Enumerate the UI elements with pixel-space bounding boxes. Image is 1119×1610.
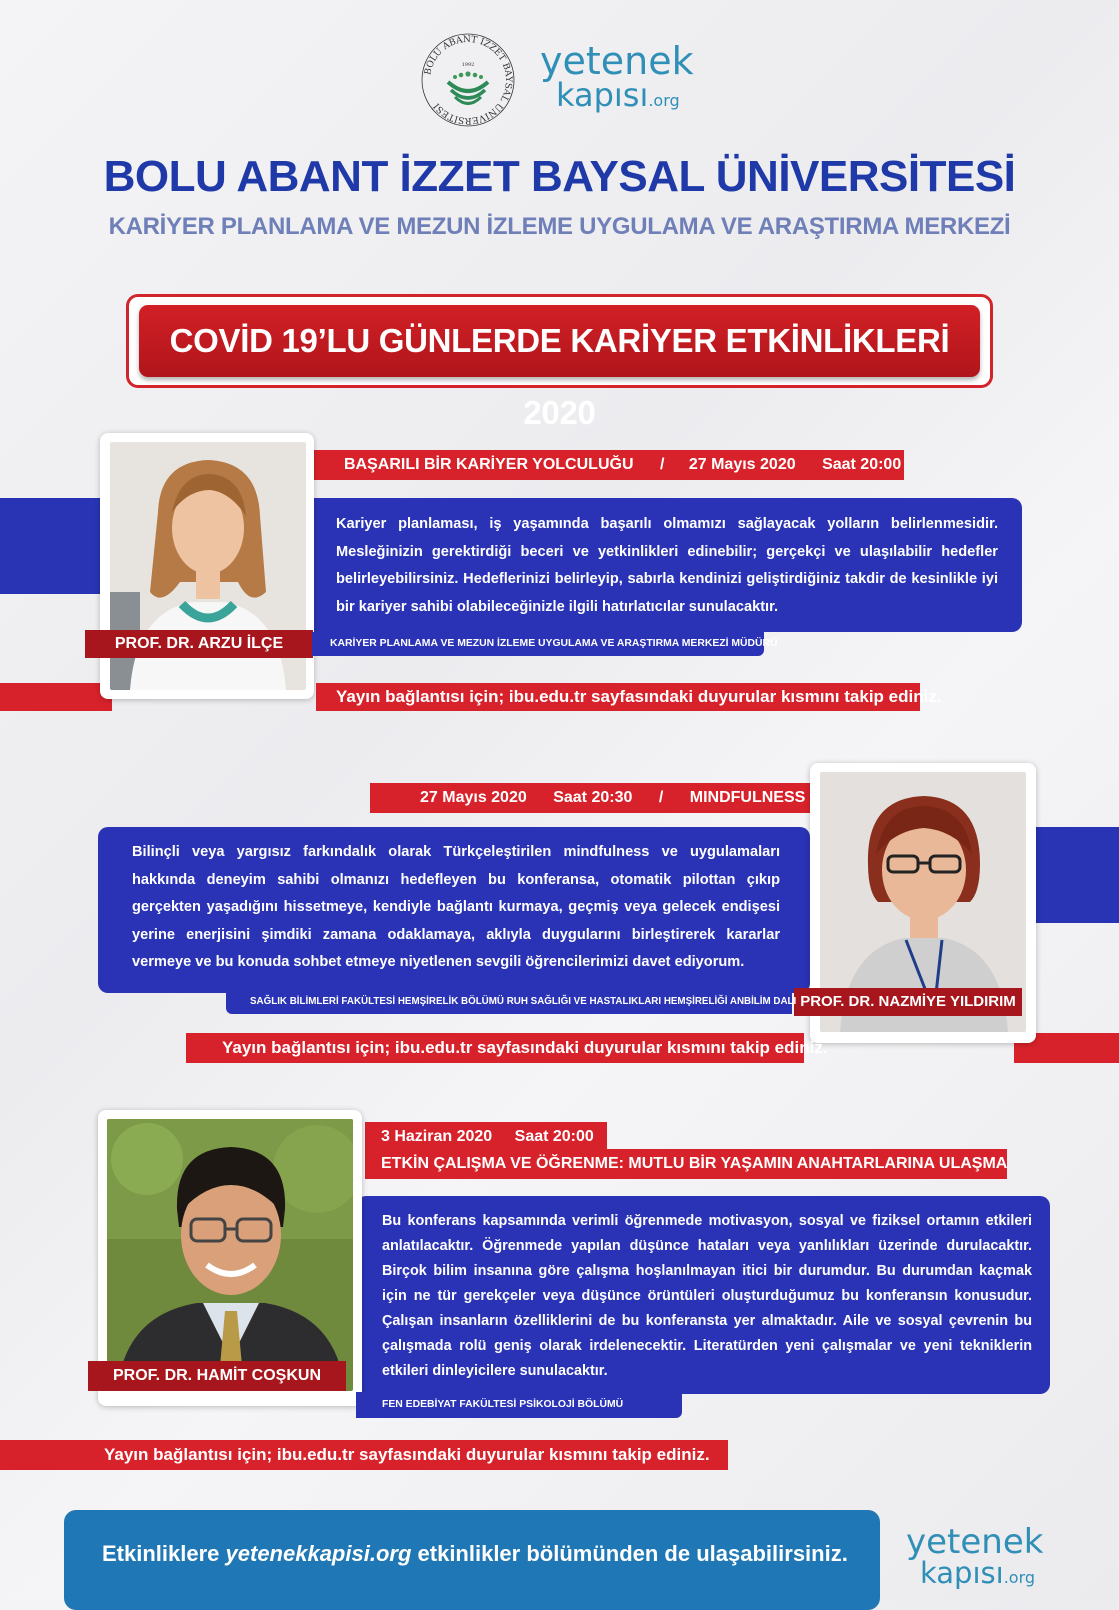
footer-yetenek-kapisi-logo[interactable] [906,1522,1044,1592]
event2-topic: MINDFULNESS [689,789,806,806]
event2-date: 27 Mayıs 2020 [420,789,527,806]
event2-time: Saat 20:30 [553,789,633,806]
seal-year: 1992 [461,62,475,68]
banner-title: COVİD 19’LU GÜNLERDE KARİYER ETKİNLİKLERİ 2020 [139,305,980,377]
event3-time: Saat 20:00 [514,1128,594,1145]
event1-left-red-stripe [0,683,112,711]
university-seal-icon [418,30,518,130]
event3-date: 3 Haziran 2020 [381,1128,493,1145]
event1-link-info: Yayın bağlantısı için; ibu.edu.tr sayfasındaki duyurular kısmını takip ediniz. [316,683,920,711]
logo-suffix: .org [648,91,680,110]
event1-description: Kariyer planlaması, iş yaşamında başarılı olmamızı sağlayacak yolların belirlenmesidir. Mesleğinizin gerektirdiği beceri ve yetkinlikleri edinebilir; gerçekçi ve ulaşılabilir hedefler belirleyebilirsiniz. Hedeflerinizi belirleyip, sabırla kendinizi geliştirdiğiniz takdir de kesinlikle iyi bir kariyer sahibi olabileceğinizle ilgili hatırlatıcılar sunulacaktır. [300,498,1022,632]
center-subtitle: KARİYER PLANLAMA VE MEZUN İZLEME UYGULAMA VE ARAŞTIRMA MERKEZİ [108,213,1011,240]
event1-date: 27 Mayıs 2020 [688,456,796,473]
event3-date-bar [365,1122,607,1152]
event1-separator: / [659,456,665,473]
footer-logo-word-kapisi: kapısı [920,1556,1004,1590]
event3-topic: ETKİN ÇALIŞMA VE ÖĞRENME: MUTLU BİR YAŞAMIN ANAHTARLARINA ULAŞMA [381,1155,1008,1172]
logo-word-kapisi: kapısı [556,76,649,114]
event1-department: KARİYER PLANLAMA VE MEZUN İZLEME UYGULAMA VE ARAŞTIRMA MERKEZİ MÜDÜRÜ [312,632,764,656]
footer-text [102,1541,848,1567]
event2-link-info: Yayın bağlantısı için; ibu.edu.tr sayfasındaki duyurular kısmını takip ediniz. [186,1033,804,1063]
event3-speaker-name: PROF. DR. HAMİT COŞKUN [88,1361,346,1391]
event3-speaker-photo [107,1119,353,1391]
event3-description: Bu konferans kapsamında verimli öğrenmede motivasyon, sosyal ve fiziksel ortamın etkileri anlatılacaktır. Öğrenmede yapılan düşünce hataları veya yanlılıkları üzerinde durulacaktır. Birçok bilim insanına göre çalışma hoşlanılmayan itici bir durumdur. Bu durumdan kaçmak için ne tür gerekçeler veya düşünce örüntüleri oluşturduğumuz bu konferansın konusudur. Çalışan insanların özelliklerini de bu konferansta yer almaktadır. Aile ve sosyal çevrenin bu çalışmada rolü geniş olarak irdelenecektir. Literatürden yeni çalışmalar ve yeni tekniklerin etkileri dinleyicilere sunulacaktır. [356,1196,1050,1394]
event3-link-info: Yayın bağlantısı için; ibu.edu.tr sayfasındaki duyurular kısmını takip ediniz. [0,1440,728,1470]
event3-department: FEN EDEBİYAT FAKÜLTESİ PSİKOLOJİ BÖLÜMÜ [356,1392,682,1418]
event1-speaker-name: PROF. DR. ARZU İLÇE [85,630,313,658]
logo-word-yetenek: yetenek [540,39,694,83]
event1-header-bar [312,450,904,480]
event2-department: SAĞLIK BİLİMLERİ FAKÜLTESİ HEMŞİRELİK BÖLÜMÜ RUH SAĞLIĞI VE HASTALIKLARI HEMŞİRELİĞİ ANBİLİM DALI [226,990,792,1014]
event2-description: Bilinçli veya yargısız farkındalık olarak Türkçeleştirilen mindfulness ve uygulamaları hakkında deneyim sahibi olmanızı hedefleyen bu konferansa, otomatik pilottan çıkıp gerçekten yaşadığını hissetmeye, kendiyle bağlantı kurmaya, geçmiş veya gelecek endişesi yerine enerjisini şimdiki zamana odaklamaya, aklıyla duygularını birleştirerek kararlar vermeye ve bu konuda sohbet etmeye niyetlenen sevgili öğrencilerimizi davet ediyorum. [98,827,810,993]
event1-left-blue-stripe [0,498,110,594]
event2-speaker-name: PROF. DR. NAZMİYE YILDIRIM [794,988,1022,1016]
university-title: BOLU ABANT İZZET BAYSAL ÜNİVERSİTESİ [103,152,1016,201]
yetenek-kapisi-logo[interactable] [540,39,694,116]
event2-header-bar [370,783,810,813]
event3-topic-bar [365,1149,1007,1179]
seal-ring-text: BOLU ABANT İZZET BAYSAL ÜNİVERSİTESİ [423,34,514,126]
svg-text:BOLU ABANT İZZET BAYSAL ÜNİVER [423,35,513,126]
event1-time: Saat 20:00 [822,456,902,473]
footer-logo-word-yetenek: yetenek [906,1522,1044,1562]
footer-text-after: etkinlikler bölümünden de ulaşabilirsiniz. [417,1541,848,1566]
footer-logo-suffix: .org [1003,1568,1036,1587]
footer-text-before: Etkinliklere [102,1541,220,1566]
footer-site-link[interactable]: yetenekkapisi.org [225,1541,412,1566]
event1-topic: BAŞARILI BİR KARİYER YOLCULUĞU [344,456,634,473]
event2-separator: / [658,789,664,806]
